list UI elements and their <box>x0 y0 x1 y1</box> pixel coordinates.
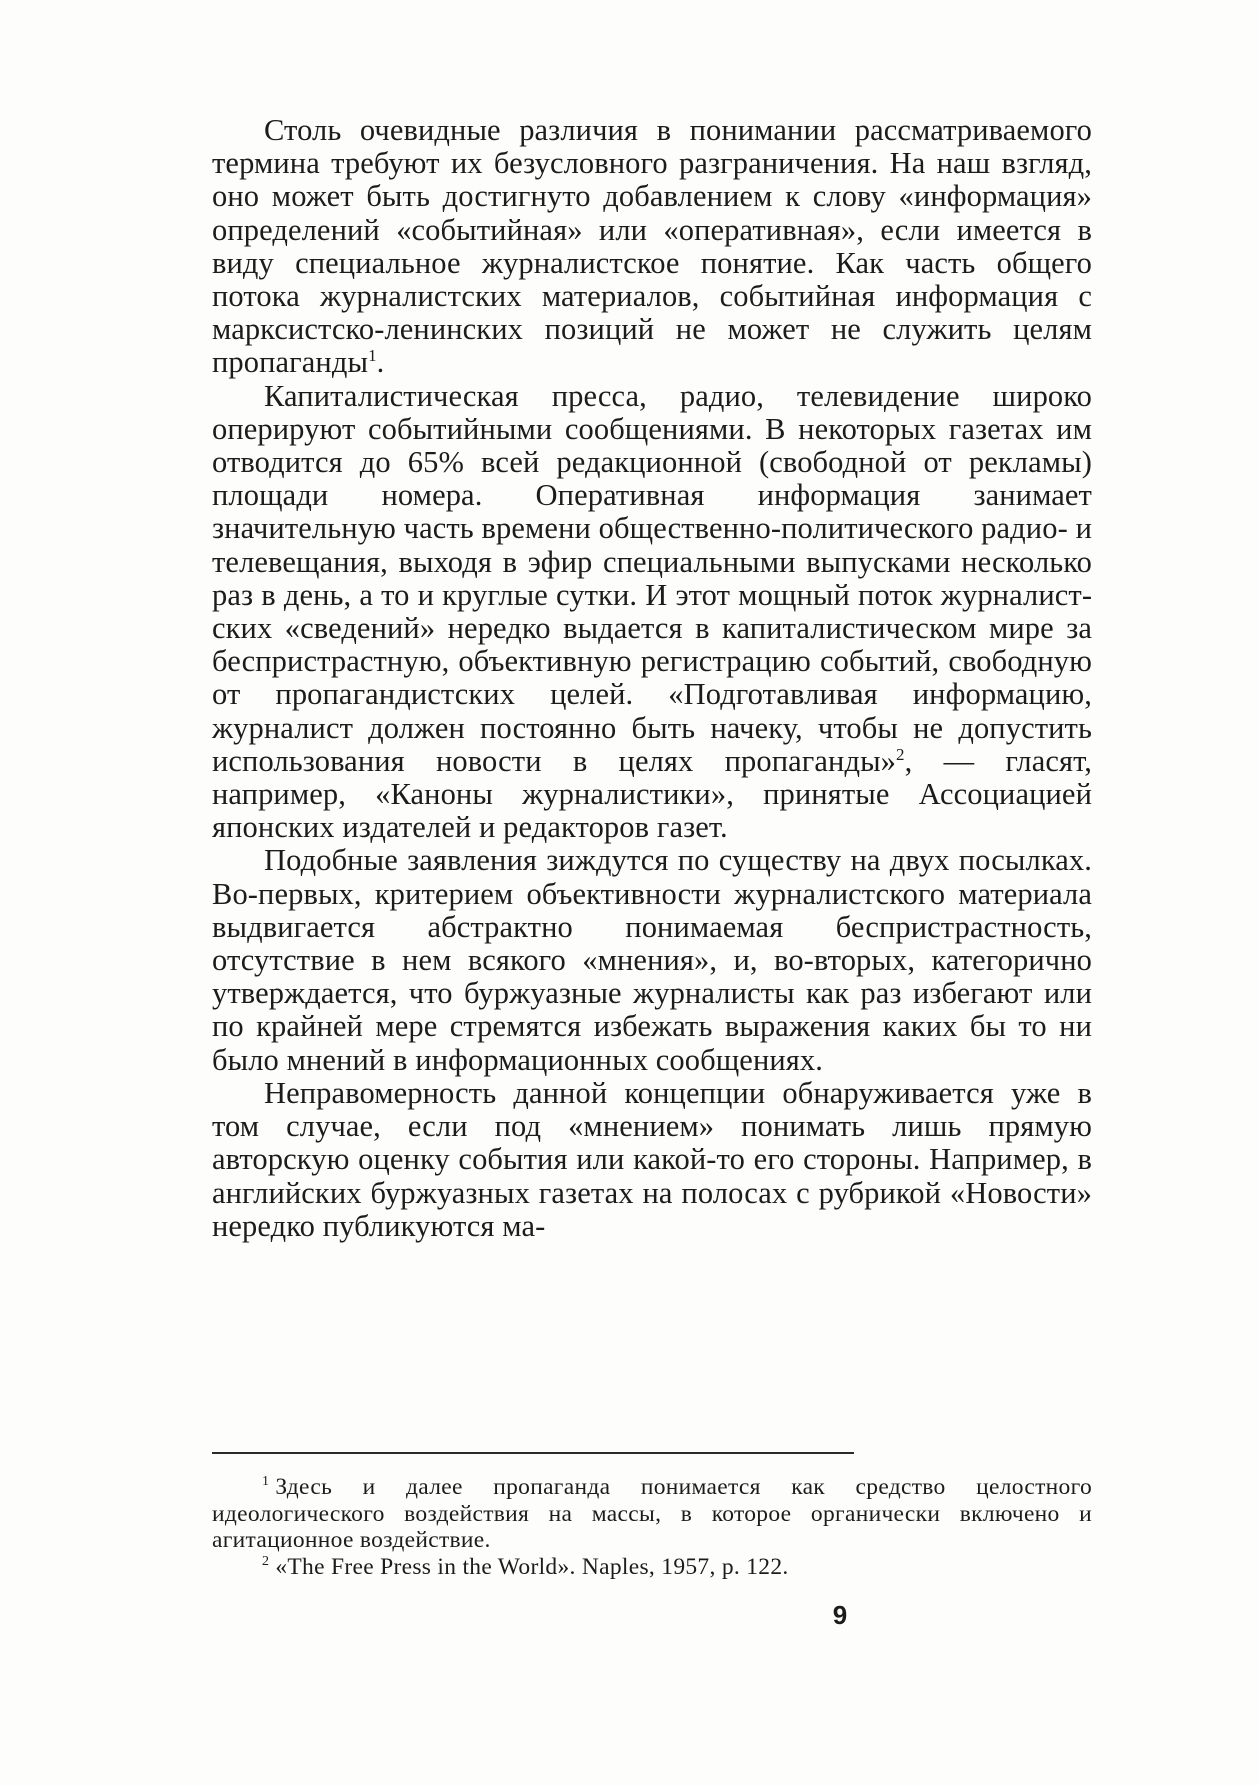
paragraph-tail: . <box>376 345 385 380</box>
paragraph-tail: , — гласят, например, «Каноны журналистики», принятые Ассоциацией японских издателей и редакторов газет. <box>212 743 1093 845</box>
footnote-1 <box>212 1474 1092 1554</box>
paragraph-text: Подобные заявления зиждутся по существу на двух посылках. Во-первых, критерием объективности журналистского материала выдвигается абстрактно понимаемая беспристрастность, отсутствие в нем всякого «мнения», и, во-вторых, категорично утверждается, что буржуазные журналисты как раз избегают или по крайней мере стремятся избежать выражения каких бы то ни было мнений в информационных сообщениях. <box>212 843 1092 1077</box>
paragraph-text: Столь очевидные различия в понимании рассматриваемого термина требуют их безусловного разграничения. На наш взгляд, оно может быть достигнуто добавлением к слову «информация» определений «событийная» или «оперативная», если имеется в виду специальное журналистское понятие. Как часть общего потока журналистских материалов, событийная информация с марксистско-ленинских позиций не может не служить целям пропаганды <box>212 113 1092 380</box>
footnote-reference: 1 <box>368 346 377 366</box>
footnote-text: «The Free Press in the World». Naples, 1957, p. 122. <box>275 1553 789 1580</box>
footnotes <box>212 1474 1092 1580</box>
paragraph-2 <box>212 380 1092 845</box>
footnote-reference: 2 <box>896 744 905 764</box>
footnote-text: Здесь и далее пропаганда понимается как средство целостного идеологического воздействия на массы, в которое органически включено и агитационное воздействие. <box>212 1474 1092 1553</box>
paragraph-1 <box>212 114 1092 380</box>
footnote-2 <box>212 1554 1092 1581</box>
paragraph-3 <box>212 844 1092 1076</box>
paragraph-text: Неправомерность данной концепции обнаруживается уже в том случае, если под «мнением» понимать лишь прямую авторскую оценку события или какой-то его стороны. Например, в английских буржуазных газетах на полосах с рубрикой «Новости» нередко публикуются ма- <box>212 1075 1092 1243</box>
footnote-marker: 2 <box>262 1553 270 1569</box>
footnote-marker: 1 <box>262 1474 270 1490</box>
paragraph-text: Капиталистическая пресса, радио, телевидение широко оперируют событийными сообщениями. В некоторых газетах им отводится до 65% всей редакционной (свободной от рекламы) площади номера. Оперативная информация занимает значительную часть времени общественно-политического радио- и телевещания, выходя в эфир специальными выпусками несколько раз в день, а то и круглые сутки. И этот мощный поток журналистских «сведений» нередко выдается в капиталистическом мире за беспристрастную, объективную регистрацию событий, свободную от пропагандистских целей. «Подготавливая информацию, журналист должен постоянно быть начеку, чтобы не допустить использования новости в целях пропаганды» <box>212 378 1092 778</box>
page-number: 9 <box>832 1600 848 1630</box>
footnote-divider <box>212 1452 854 1454</box>
main-text <box>212 114 1092 1243</box>
paragraph-4 <box>212 1077 1092 1243</box>
